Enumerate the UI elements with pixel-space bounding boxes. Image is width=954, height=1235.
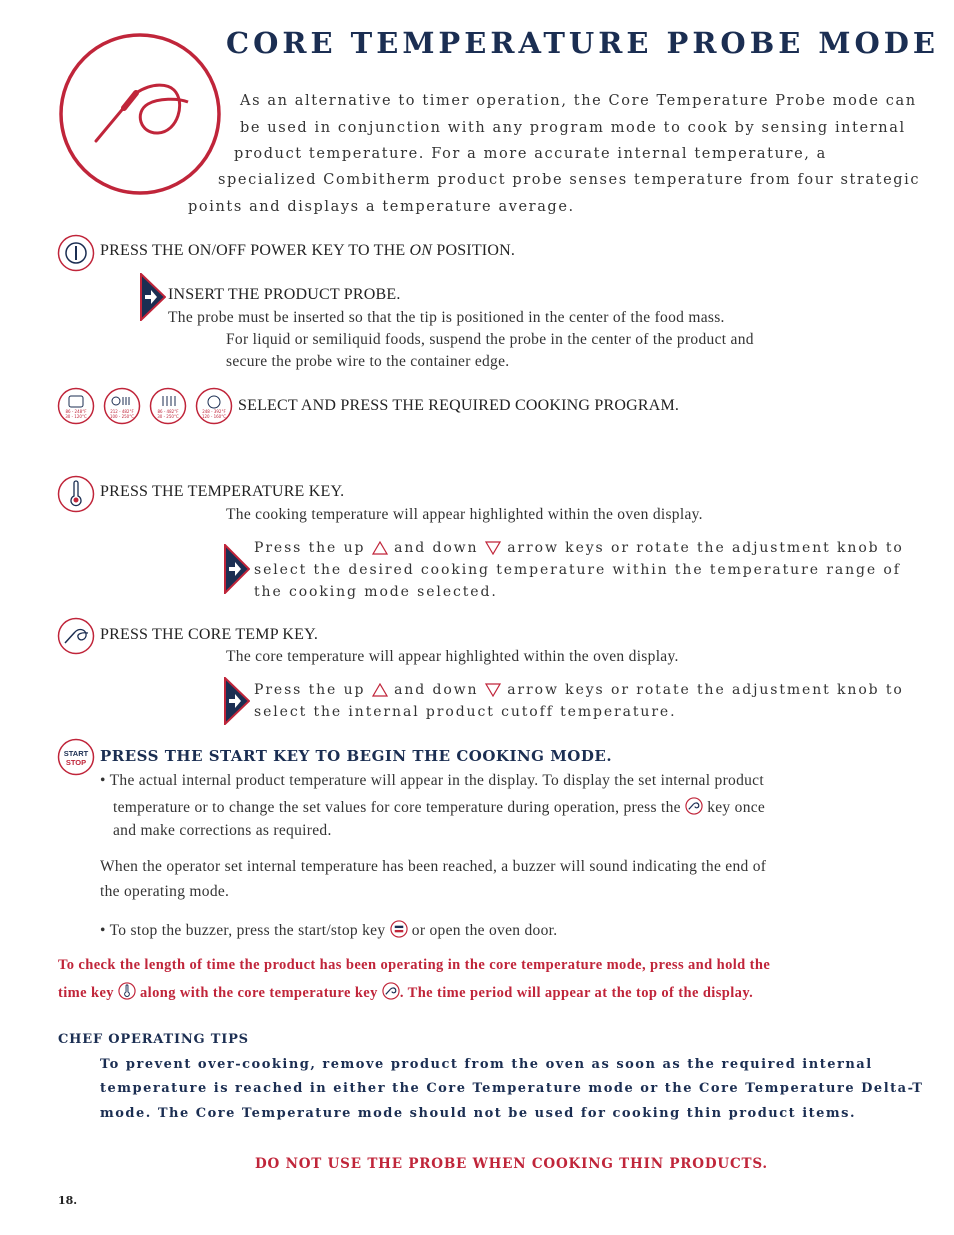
core-temp-key-icon bbox=[382, 982, 400, 1000]
svg-text:30 - 120°C: 30 - 120°C bbox=[65, 414, 87, 419]
svg-text:248 - 392°F: 248 - 392°F bbox=[202, 409, 226, 414]
start-bullet-line: temperature or to change the set values for core temperature during operation, press the key once bbox=[113, 799, 766, 816]
program-step-heading: SELECT AND PRESS THE REQUIRED COOKING PROGRAM. bbox=[238, 397, 680, 414]
step-arrow-icon bbox=[224, 677, 250, 725]
core-temp-key-icon bbox=[57, 617, 95, 655]
thermometer-key-icon bbox=[57, 475, 95, 513]
step-arrow-icon bbox=[224, 544, 250, 594]
retherm-program-icon bbox=[195, 387, 233, 425]
intro-line: points and displays a temperature average. bbox=[188, 199, 575, 215]
temperature-arrow-line: select the desired cooking temperature within the temperature range of bbox=[254, 562, 901, 578]
note-line: time key along with the core temperature key . The time period will appear at the top of the display. bbox=[58, 982, 753, 1002]
core-temp-arrow-line: select the internal product cutoff temperature. bbox=[254, 704, 677, 720]
stop-buzzer-line: • To stop the buzzer, press the start/stop key or open the oven door. bbox=[100, 922, 558, 939]
svg-text:STOP: STOP bbox=[65, 758, 87, 767]
svg-text:86 - 248°F: 86 - 248°F bbox=[65, 409, 87, 414]
tips-heading: CHEF OPERATING TIPS bbox=[58, 1032, 249, 1047]
core-temp-key-icon bbox=[685, 797, 703, 815]
core-temp-step-heading: PRESS THE CORE TEMP KEY. bbox=[100, 626, 319, 643]
tips-line: To prevent over-cooking, remove product from the oven as soon as the required internal bbox=[100, 1057, 873, 1072]
probe-step-line: The probe must be inserted so that the tip is positioned in the center of the food mass. bbox=[168, 309, 725, 326]
temperature-arrow-line: Press the up and down arrow keys or rotate the adjustment knob to bbox=[254, 540, 904, 556]
svg-text:86 - 482°F: 86 - 482°F bbox=[157, 409, 179, 414]
temperature-arrow-line: the cooking mode selected. bbox=[254, 584, 498, 600]
intro-line: As an alternative to timer operation, the Core Temperature Probe mode can bbox=[240, 93, 917, 109]
probe-step-line: For liquid or semiliquid foods, suspend the probe in the center of the product and bbox=[226, 331, 754, 348]
combination-program-icon bbox=[149, 387, 187, 425]
down-arrow-icon bbox=[485, 541, 501, 555]
start-step-heading: PRESS THE START KEY TO BEGIN THE COOKING MODE. bbox=[100, 747, 613, 765]
tips-line: temperature is reached in either the Core Temperature mode or the Core Temperature Delta-T bbox=[100, 1081, 924, 1096]
temperature-step-desc: The cooking temperature will appear highlighted within the oven display. bbox=[226, 506, 703, 523]
temperature-step-heading: PRESS THE TEMPERATURE KEY. bbox=[100, 483, 345, 500]
note-line: To check the length of time the product has been operating in the core temperature mode, press and hold the bbox=[58, 957, 771, 973]
up-arrow-icon bbox=[372, 541, 388, 555]
start-paragraph-line: When the operator set internal temperature has been reached, a buzzer will sound indicating the end of bbox=[100, 858, 767, 875]
start-stop-key-icon bbox=[390, 920, 408, 938]
power-key-icon bbox=[57, 234, 95, 272]
start-bullet-line: • The actual internal product temperature will appear in the display. To display the set internal product bbox=[100, 772, 764, 789]
svg-text:100 - 250°C: 100 - 250°C bbox=[109, 414, 135, 419]
probe-step-heading: INSERT THE PRODUCT PROBE. bbox=[168, 286, 401, 303]
down-arrow-icon bbox=[485, 683, 501, 697]
page-title: CORE TEMPERATURE PROBE MODE bbox=[226, 26, 940, 60]
steam-program-icon bbox=[57, 387, 95, 425]
page-number: 18. bbox=[58, 1194, 78, 1207]
svg-text:212 - 482°F: 212 - 482°F bbox=[110, 409, 134, 414]
tips-line: mode. The Core Temperature mode should not be used for cooking thin product items. bbox=[100, 1106, 857, 1121]
intro-line: specialized Combitherm product probe senses temperature from four strategic bbox=[218, 172, 921, 188]
intro-line: be used in conjunction with any program mode to cook by sensing internal bbox=[240, 120, 906, 136]
start-paragraph-line: the operating mode. bbox=[100, 883, 230, 900]
core-temp-arrow-line: Press the up and down arrow keys or rotate the adjustment knob to bbox=[254, 682, 904, 698]
intro-line: product temperature. For a more accurate internal temperature, a bbox=[234, 146, 827, 162]
svg-text:START: START bbox=[63, 749, 89, 758]
power-step-text: PRESS THE ON/OFF POWER KEY TO THE ON POSITION. bbox=[100, 242, 516, 259]
warning-text: DO NOT USE THE PROBE WHEN COOKING THIN PRODUCTS. bbox=[255, 1156, 768, 1172]
hot-air-program-icon bbox=[103, 387, 141, 425]
core-probe-logo-icon bbox=[58, 32, 224, 196]
svg-text:120 - 160°C: 120 - 160°C bbox=[201, 414, 227, 419]
step-arrow-icon bbox=[140, 273, 166, 321]
start-bullet-line: and make corrections as required. bbox=[113, 822, 332, 839]
svg-text:30 - 250°C: 30 - 250°C bbox=[157, 414, 179, 419]
core-temp-step-desc: The core temperature will appear highlighted within the oven display. bbox=[226, 648, 679, 665]
start-stop-key-icon bbox=[57, 738, 95, 776]
time-key-icon bbox=[118, 982, 136, 1000]
probe-step-line: secure the probe wire to the container edge. bbox=[226, 353, 510, 370]
up-arrow-icon bbox=[372, 683, 388, 697]
